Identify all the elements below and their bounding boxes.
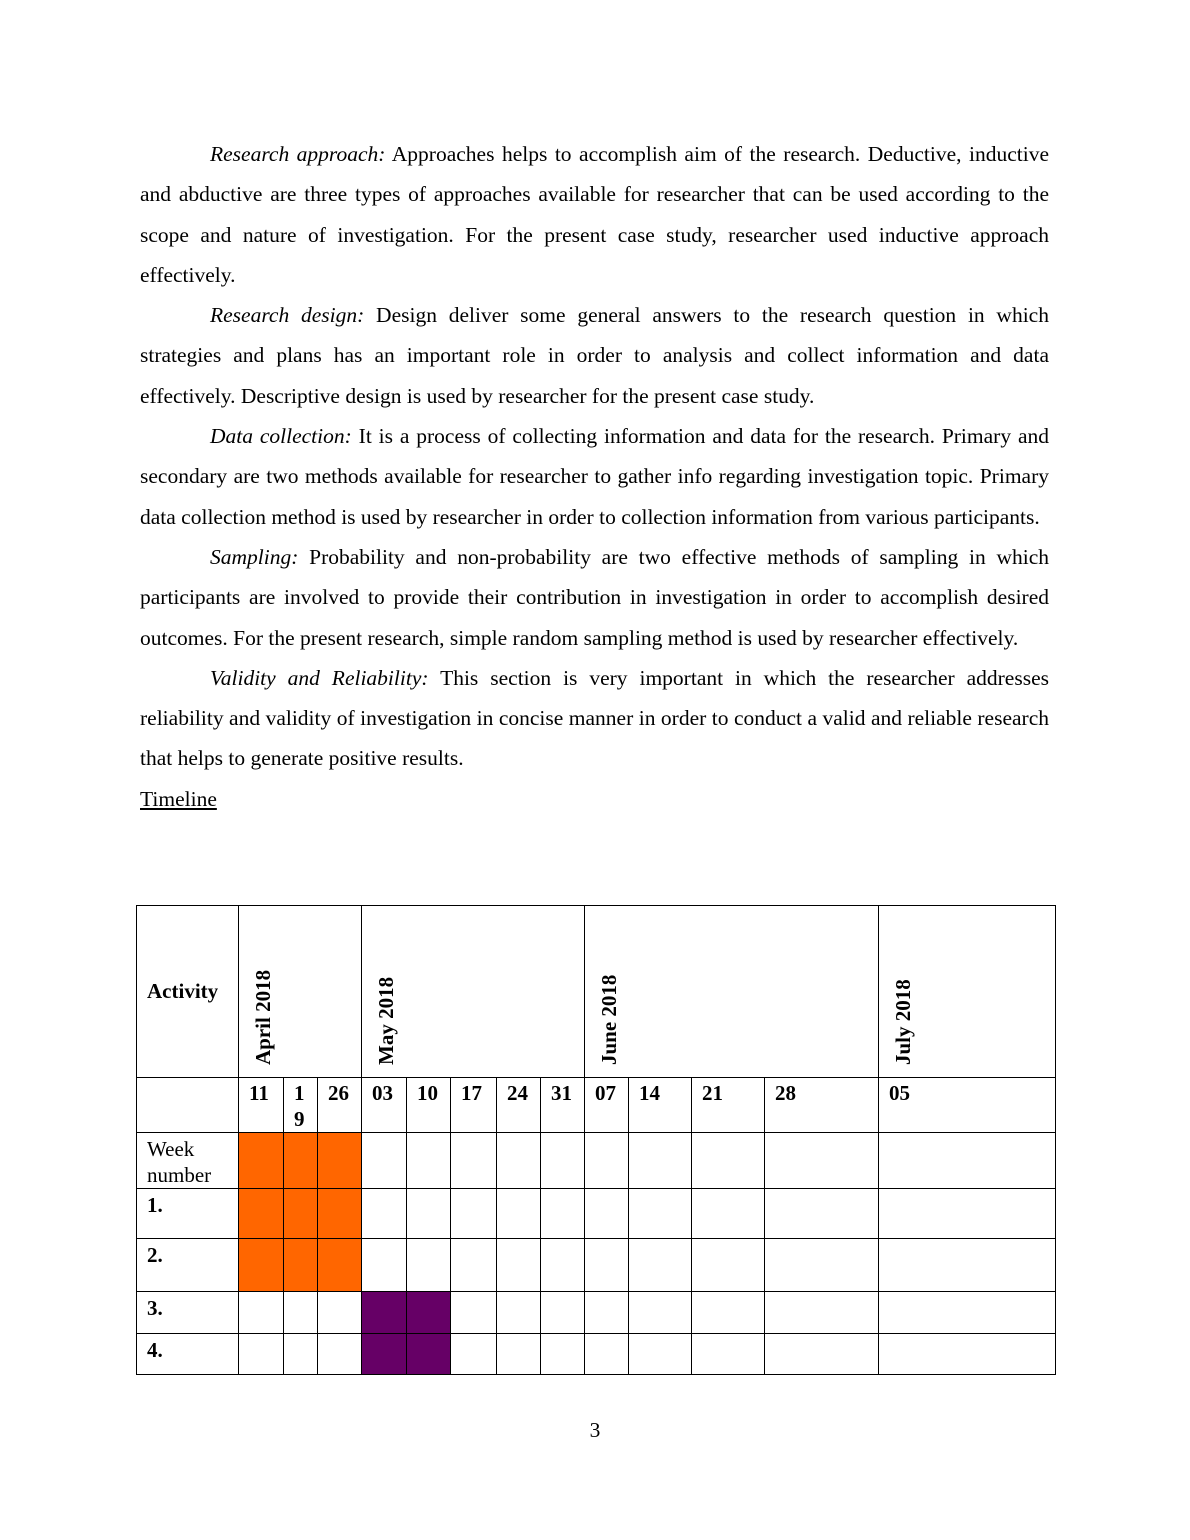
paragraph-heading: Research approach:: [210, 142, 386, 166]
schedule-cell: [541, 1292, 585, 1334]
day-cell: 10: [407, 1078, 451, 1133]
schedule-cell: [284, 1292, 318, 1334]
document-body: [140, 134, 1049, 819]
schedule-cell: [239, 1334, 284, 1375]
activity-label: 1.: [137, 1189, 239, 1239]
schedule-cell: [879, 1292, 1056, 1334]
schedule-cell: [497, 1292, 541, 1334]
paragraph-data-collection: [140, 416, 1049, 537]
month-april: [239, 906, 362, 1078]
schedule-cell-filled: [284, 1133, 318, 1189]
day-header-empty: [137, 1078, 239, 1133]
schedule-cell: [284, 1334, 318, 1375]
schedule-cell: [585, 1189, 629, 1239]
schedule-cell: [318, 1292, 362, 1334]
paragraph-text: It is a process of collecting information and data for the research. Primary and secondary are two methods available for researcher to gather info regarding investigation topic. Primary data collection method is used by researcher in order to collection information from various participants.: [140, 424, 1049, 529]
schedule-cell: [362, 1133, 407, 1189]
activity-row: [137, 1292, 1056, 1334]
month-june: [585, 906, 879, 1078]
paragraph-research-design: [140, 295, 1049, 416]
schedule-cell: [765, 1133, 879, 1189]
schedule-cell-filled: [239, 1133, 284, 1189]
month-label: April 2018: [251, 969, 275, 1065]
schedule-cell: [451, 1292, 497, 1334]
schedule-cell: [765, 1334, 879, 1375]
schedule-cell: [585, 1334, 629, 1375]
schedule-cell: [541, 1334, 585, 1375]
schedule-cell: [629, 1189, 692, 1239]
schedule-cell: [497, 1133, 541, 1189]
month-july: [879, 906, 1056, 1078]
schedule-cell: [585, 1133, 629, 1189]
schedule-cell: [451, 1334, 497, 1375]
day-cell: 24: [497, 1078, 541, 1133]
activity-label: 3.: [137, 1292, 239, 1334]
schedule-cell: [407, 1239, 451, 1292]
schedule-cell: [629, 1133, 692, 1189]
schedule-cell: [451, 1133, 497, 1189]
schedule-cell: [541, 1133, 585, 1189]
schedule-cell: [451, 1189, 497, 1239]
schedule-cell-filled: [407, 1292, 451, 1334]
month-header-row: [137, 906, 1056, 1078]
schedule-cell: [629, 1334, 692, 1375]
schedule-cell-filled: [284, 1239, 318, 1292]
paragraph-heading: Sampling:: [210, 544, 299, 569]
schedule-cell: [765, 1239, 879, 1292]
day-cell: 19: [284, 1078, 318, 1133]
paragraph-text: Approaches helps to accomplish aim of the research. Deductive, inductive and abductive are three types of approaches available for researcher that can be used according to the scope and nature of investigation. For the present case study, researcher used inductive approach effectively.: [140, 142, 1050, 287]
schedule-cell-filled: [239, 1189, 284, 1239]
day-cell: 05: [879, 1078, 1056, 1133]
schedule-cell-filled: [239, 1239, 284, 1292]
page-number: 3: [589, 1418, 601, 1442]
paragraph-sampling: [140, 537, 1049, 658]
schedule-cell: [585, 1292, 629, 1334]
paragraph-heading: Validity and Reliability:: [210, 665, 429, 690]
schedule-cell-filled: [362, 1292, 407, 1334]
timeline-heading: Timeline: [140, 786, 217, 811]
day-cell: 03: [362, 1078, 407, 1133]
schedule-cell: [692, 1133, 765, 1189]
activity-rows: [137, 1133, 1056, 1375]
day-cell: 21: [692, 1078, 765, 1133]
schedule-cell: [879, 1189, 1056, 1239]
schedule-cell: [541, 1189, 585, 1239]
schedule-cell-filled: [362, 1334, 407, 1375]
month-label: June 2018: [597, 974, 621, 1065]
month-label: July 2018: [891, 979, 915, 1065]
schedule-cell: [692, 1189, 765, 1239]
schedule-cell: [692, 1334, 765, 1375]
paragraph-text: Probability and non-probability are two effective methods of sampling in which participants are involved to provide their contribution in investigation in order to accomplish desired outcomes. For the present research, simple random sampling method is used by researcher effectively.: [140, 544, 1049, 650]
day-cell: 17: [451, 1078, 497, 1133]
schedule-cell: [541, 1239, 585, 1292]
schedule-cell: [765, 1189, 879, 1239]
day-cell: 07: [585, 1078, 629, 1133]
schedule-cell-filled: [284, 1189, 318, 1239]
schedule-cell-filled: [318, 1133, 362, 1189]
schedule-cell: [362, 1189, 407, 1239]
activity-label: 2.: [137, 1239, 239, 1292]
activity-label: Week number: [137, 1133, 239, 1189]
schedule-cell-filled: [318, 1239, 362, 1292]
day-header-row: [137, 1078, 1056, 1133]
paragraph-text: Design deliver some general answers to the research question in which strategies and plans has an important role in order to analysis and collect information and data effectively. Descriptive design is used by researcher for the present case study.: [140, 303, 1049, 408]
day-cell: 26: [318, 1078, 362, 1133]
activity-row: [137, 1239, 1056, 1292]
schedule-cell: [585, 1239, 629, 1292]
schedule-cell-filled: [407, 1334, 451, 1375]
day-cell: 31: [541, 1078, 585, 1133]
schedule-cell: [629, 1292, 692, 1334]
day-cell: 11: [239, 1078, 284, 1133]
day-cell: 14: [629, 1078, 692, 1133]
schedule-cell: [692, 1292, 765, 1334]
day-cell: 28: [765, 1078, 879, 1133]
activity-row: [137, 1189, 1056, 1239]
schedule-cell: [407, 1189, 451, 1239]
schedule-cell: [692, 1239, 765, 1292]
schedule-cell: [318, 1334, 362, 1375]
timeline-table: [136, 905, 1056, 1375]
schedule-cell: [407, 1133, 451, 1189]
schedule-cell: [879, 1239, 1056, 1292]
activity-row: [137, 1334, 1056, 1375]
paragraph-heading: Data collection:: [210, 424, 352, 449]
schedule-cell: [362, 1239, 407, 1292]
paragraph-text: This section is very important in which the researcher addresses reliability and validity of investigation in concise manner in order to conduct a valid and reliable research that helps to generate positive results.: [140, 665, 1049, 771]
schedule-cell: [451, 1239, 497, 1292]
paragraph-research-approach: [140, 134, 1049, 295]
activity-label: 4.: [137, 1334, 239, 1375]
schedule-cell: [879, 1334, 1056, 1375]
paragraph-heading: Research design:: [210, 303, 365, 328]
month-may: [362, 906, 585, 1078]
schedule-cell: [239, 1292, 284, 1334]
month-label: May 2018: [374, 976, 398, 1065]
schedule-cell: [629, 1239, 692, 1292]
schedule-cell: [879, 1133, 1056, 1189]
schedule-cell-filled: [318, 1189, 362, 1239]
schedule-cell: [765, 1292, 879, 1334]
paragraph-validity-reliability: [140, 658, 1049, 779]
activity-row: [137, 1133, 1056, 1189]
activity-header: Activity: [137, 906, 239, 1078]
schedule-cell: [497, 1239, 541, 1292]
schedule-cell: [497, 1189, 541, 1239]
schedule-cell: [497, 1334, 541, 1375]
